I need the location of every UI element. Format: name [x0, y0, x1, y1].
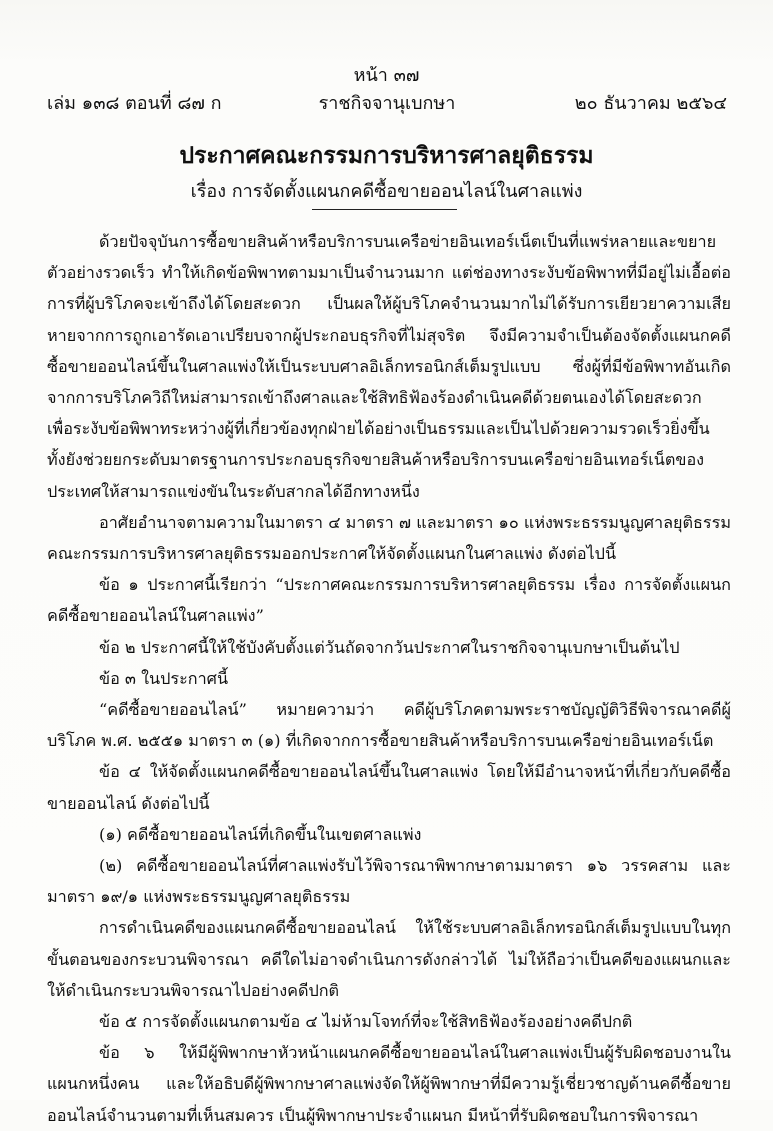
- clause-4: ข้อ ๔ ให้จัดตั้งแผนกคดีซื้อขายออนไลน์ขึ้นในศาลแพ่ง โดยให้มีอำนาจหน้าที่เกี่ยวกับคดีซื้อขายออนไลน์ ดังต่อไปนี้: [47, 762, 731, 813]
- page-number: หน้า ๓๗: [353, 65, 420, 86]
- publication-date: ๒๐ ธันวาคม ๒๕๖๔: [574, 93, 727, 114]
- procedure-paragraph: การดำเนินคดีของแผนกคดีซื้อขายออนไลน์ ให้ใช้ระบบศาลอิเล็กทรอนิกส์เต็มรูปแบบในทุกขั้นตอนของกระบวนพิจารณา คดีใดไม่อาจดำเนินการดังกล่าวได้ ไม่ให้ถือว่าเป็นคดีของแผนกและให้ดำเนินกระบวนพิจารณาไปอย่างคดีปกติ: [47, 918, 731, 1000]
- clause-1: ข้อ ๑ ประกาศนี้เรียกว่า “ประกาศคณะกรรมการบริหารศาลยุติธรรม เรื่อง การจัดตั้งแผนกคดีซื้อขายออนไลน์ในศาลแพ่ง”: [47, 575, 731, 626]
- clause-5: ข้อ ๕ การจัดตั้งแผนกตามข้อ ๔ ไม่ห้ามโจทก์ที่จะใช้สิทธิฟ้องร้องอย่างคดีปกติ: [99, 1012, 633, 1032]
- volume-issue: เล่ม ๑๓๘ ตอนที่ ๘๗ ก: [47, 93, 222, 114]
- clause-6: ข้อ ๖ ให้มีผู้พิพากษาหัวหน้าแผนกคดีซื้อขายออนไลน์ในศาลแพ่งเป็นผู้รับผิดชอบงานในแผนกหนึ่งคน และให้อธิบดีผู้พิพากษาศาลแพ่งจัดให้ผู้พิพากษาที่มีความรู้เชี่ยวชาญด้านคดีซื้อขายออนไลน์จำนวนตามที่เห็นสมควร เป็นผู้พิพากษาประจำแผนก มีหน้าที่รับผิดชอบในการพิจารณา: [47, 1043, 731, 1125]
- announcement-subject: เรื่อง การจัดตั้งแผนกคดีซื้อขายออนไลน์ในศาลแพ่ง: [190, 181, 583, 202]
- preamble-paragraph: ด้วยปัจจุบันการซื้อขายสินค้าหรือบริการบนเครือข่ายอินเทอร์เน็ตเป็นที่แพร่หลายและขยายตัวอย่างรวดเร็ว ทำให้เกิดข้อพิพาทตามมาเป็นจำนวนมาก แต่ช่องทางระงับข้อพิพาทที่มีอยู่ไม่เอื้อต่อการที่ผู้บริโภคจะเข้าถึงได้โดยสะดวก เป็นผลให้ผู้บริโภคจำนวนมากไม่ได้รับการเยียวยาความเสียหายจากการถูกเอารัดเอาเปรียบจากผู้ประกอบธุรกิจที่ไม่สุจริต จึงมีความจำเป็นต้องจัดตั้งแผนกคดีซื้อขายออนไลน์ขึ้นในศาลแพ่งให้เป็นระบบศาลอิเล็กทรอนิกส์เต็มรูปแบบ ซึ่งผู้ที่มีข้อพิพาทอันเกิดจากการบริโภควิถีใหม่สามารถเข้าถึงศาลและใช้สิทธิฟ้องร้องดำเนินคดีด้วยตนเองได้โดยสะดวก เพื่อระงับข้อพิพาทระหว่างผู้ที่เกี่ยวข้องทุกฝ่ายได้อย่างเป็นธรรมและเป็นไปด้วยความรวดเร็วยิ่งขึ้น ทั้งยังช่วยยกระดับมาตรฐานการประกอบธุรกิจขายสินค้าหรือบริการบนเครือข่ายอินเทอร์เน็ตของประเทศให้สามารถแข่งขันในระดับสากลได้อีกทางหนึ่ง: [47, 232, 731, 501]
- announcement-body: [47, 226, 731, 1131]
- clause-4-item-1: (๑) คดีซื้อขายออนไลน์ที่เกิดขึ้นในเขตศาลแพ่ง: [99, 824, 422, 844]
- gazette-header: [47, 88, 727, 112]
- clause-3: ข้อ ๓ ในประกาศนี้: [99, 668, 229, 688]
- announcement-title: ประกาศคณะกรรมการบริหารศาลยุติธรรม: [179, 142, 594, 169]
- gazette-name: ราชกิจจานุเบกษา: [318, 93, 456, 114]
- clause-4-item-2: (๒) คดีซื้อขายออนไลน์ที่ศาลแพ่งรับไว้พิจารณาพิพากษาตามมาตรา ๑๖ วรรคสาม และมาตรา ๑๙/๑ แห่งพระธรรมนูญศาลยุติธรรม: [47, 856, 731, 907]
- definition-paragraph: “คดีซื้อขายออนไลน์” หมายความว่า คดีผู้บริโภคตามพระราชบัญญัติวิธีพิจารณาคดีผู้บริโภค พ.ศ. ๒๕๕๑ มาตรา ๓ (๑) ที่เกิดจากการซื้อขายสินค้าหรือบริการบนเครือข่ายอินเทอร์เน็ต: [47, 700, 731, 751]
- clause-2: ข้อ ๒ ประกาศนี้ให้ใช้บังคับตั้งแต่วันถัดจากวันประกาศในราชกิจจานุเบกษาเป็นต้นไป: [99, 637, 680, 657]
- title-divider: [312, 209, 457, 210]
- authority-paragraph: อาศัยอำนาจตามความในมาตรา ๔ มาตรา ๗ และมาตรา ๑๐ แห่งพระธรรมนูญศาลยุติธรรม คณะกรรมการบริหารศาลยุติธรรมออกประกาศให้จัดตั้งแผนกในศาลแพ่ง ดังต่อไปนี้: [47, 512, 731, 564]
